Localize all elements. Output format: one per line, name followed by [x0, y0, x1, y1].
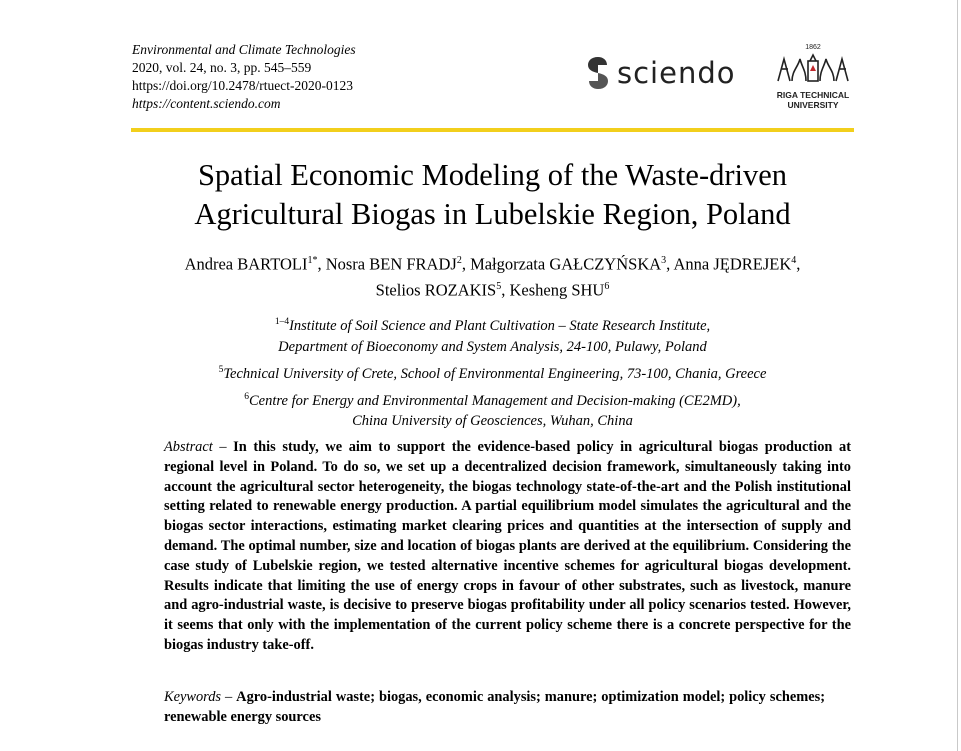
affiliation-text: Centre for Energy and Environmental Management and Decision-making (CE2MD), — [249, 392, 741, 409]
author-affil-mark: 6 — [604, 280, 610, 292]
author-name: Anna JĘDREJEK — [673, 254, 792, 274]
affiliation-3 — [131, 387, 854, 412]
sciendo-wordmark: sciendo — [617, 56, 736, 90]
website-link[interactable]: https://content.sciendo.com — [132, 96, 281, 111]
author-name: Andrea BARTOLI — [184, 254, 308, 274]
keywords-label: Keywords — [164, 689, 222, 705]
keywords — [164, 688, 825, 728]
rtu-crest-icon — [774, 51, 852, 85]
abstract-text: In this study, we aim to support the evidence-based policy in agricultural biogas production at regional level in Poland. To do so, we set up a decentralized decision framework, simultaneously taking into account the agricultural sector heterogeneity, the biogas technology state-of-the-art and the Polish institutional setting related to renewable energy production. A partial equilibrium model simulates the agricultural and the biogas sector interactions, estimating market clearing prices and quantities at the intersection of supply and demand. The optimal number, size and location of biogas plants are derived at the equilibrium. Considering the case study of Lubelskie region, we tested alternative incentive schemes for agricultural biogas development. Results indicate that limiting the use of energy crops in favour of other substrates, such as livestock, manure and agro-industrial waste, is decisive to preserve biogas profitability under all policy scenarios tested. However, it seems that only with the implementation of the current policy scheme there is a concrete perspective for the biogas industry take-off. — [164, 439, 851, 653]
page-edge — [957, 0, 958, 751]
author-affil-mark: 2 — [456, 255, 462, 266]
author-line-2 — [131, 276, 854, 302]
author-affil-mark: 3 — [661, 255, 667, 266]
doi-link[interactable]: https://doi.org/10.2478/rtuect-2020-0123 — [132, 78, 353, 93]
rtu-year: 1862 — [805, 44, 821, 51]
author-separator: , — [666, 254, 674, 274]
author-list — [131, 250, 854, 301]
keywords-text: Agro-industrial waste; biogas, economic analysis; manure; optimization model; policy schemes; renewable energy sources — [164, 689, 825, 725]
affiliation-3-cont: China University of Geosciences, Wuhan, China — [352, 413, 633, 430]
author-affil-mark: 5 — [496, 280, 502, 292]
abstract-label: Abstract — [164, 439, 213, 455]
rtu-name-line1: RIGA TECHNICAL — [776, 90, 850, 100]
paper-title — [131, 156, 854, 234]
author-name: Małgorzata GAŁCZYŃSKA — [470, 254, 662, 274]
affiliation-mark: 1–4 — [274, 317, 290, 327]
volume-info: 2020, vol. 24, no. 3, pp. 545–559 — [132, 60, 312, 75]
author-separator: , — [501, 280, 510, 299]
rtu-logo — [772, 44, 854, 110]
affiliations — [131, 312, 854, 432]
title-line-1: Spatial Economic Modeling of the Waste-driven — [197, 158, 788, 192]
author-affil-mark: 1* — [307, 255, 318, 266]
rtu-name-line2: UNIVERSITY — [787, 100, 839, 110]
affiliation-text: Institute of Soil Science and Plant Cultivation – State Research Institute, — [289, 317, 711, 334]
journal-name: Environmental and Climate Technologies — [132, 42, 356, 57]
author-separator: , — [796, 254, 801, 274]
sciendo-mark-icon — [585, 55, 611, 91]
author-name: Stelios ROZAKIS — [375, 280, 497, 299]
header-divider — [131, 128, 854, 132]
affiliation-2 — [131, 360, 854, 385]
affiliation-1-cont: Department of Bioeconomy and System Analysis, 24-100, Pulawy, Poland — [278, 338, 707, 355]
journal-header — [132, 41, 356, 113]
author-separator: , — [317, 254, 326, 274]
author-line-1 — [131, 250, 854, 276]
affiliation-text: Technical University of Crete, School of Environmental Engineering, 73-100, Chania, Greece — [223, 365, 767, 382]
keywords-dash: – — [221, 689, 237, 705]
author-affil-mark: 4 — [791, 255, 797, 266]
author-separator: , — [461, 254, 471, 274]
sciendo-logo — [585, 54, 735, 92]
affiliation-mark: 5 — [218, 364, 224, 375]
author-name: Kesheng SHU — [509, 280, 605, 299]
abstract-dash: – — [212, 439, 234, 455]
abstract — [164, 438, 851, 656]
title-line-2: Agricultural Biogas in Lubelskie Region, Poland — [194, 197, 791, 231]
affiliation-1 — [131, 312, 854, 337]
affiliation-mark: 6 — [244, 391, 250, 402]
author-name: Nosra BEN FRADJ — [325, 254, 457, 274]
